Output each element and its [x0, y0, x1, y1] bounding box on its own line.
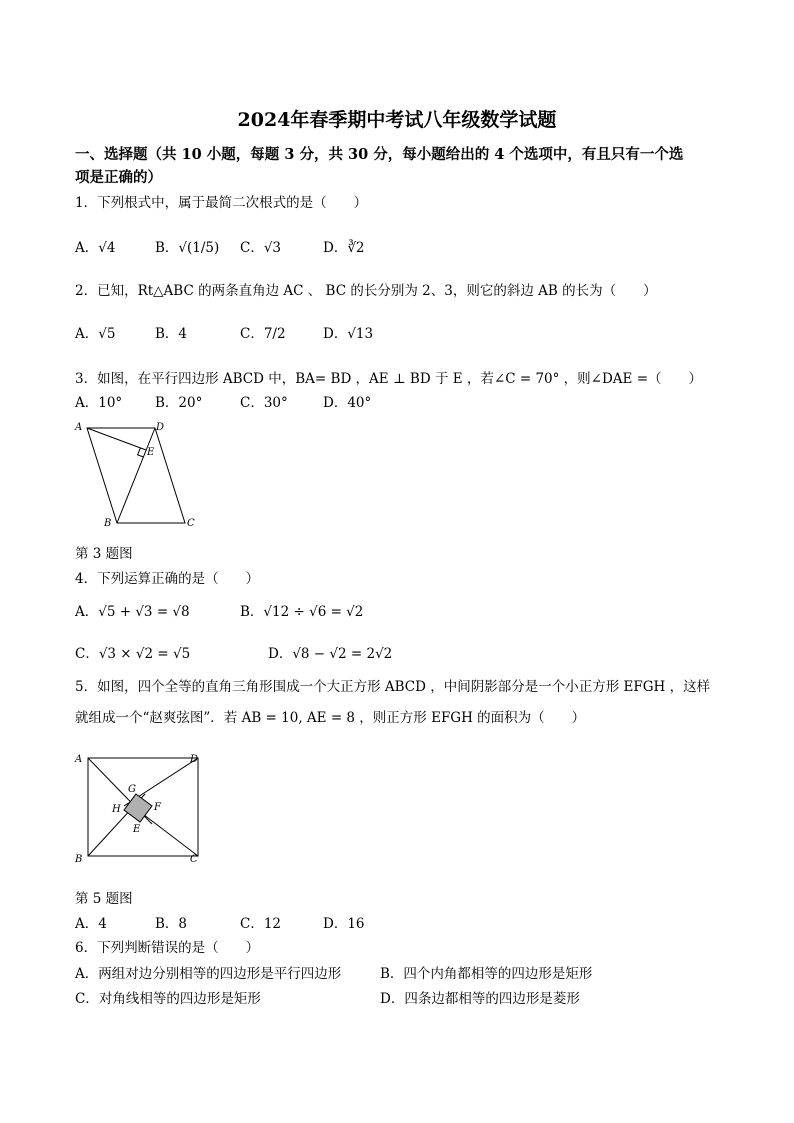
q2-option-c: C．7/2: [240, 326, 286, 342]
q3-option-c: C．30°: [240, 395, 288, 411]
q5-option-d: D．16: [323, 916, 365, 932]
q3-option-d: D．40°: [323, 395, 372, 411]
label-e: E: [147, 447, 155, 458]
label-c: C: [190, 854, 198, 865]
q6-option-d: D．四条边都相等的四边形是菱形: [380, 991, 580, 1007]
label-b: B: [75, 854, 83, 865]
label-h: H: [112, 804, 121, 815]
right-angle-mark: [138, 448, 144, 457]
q2-stem: 2．已知，Rt△ABC 的两条直角边 AC 、 BC 的长分别为 2、3，则它的斜边 AB 的长为（ ）: [75, 283, 657, 299]
diagonal-bd: [117, 428, 155, 523]
q6-option-b: B．四个内角都相等的四边形是矩形: [380, 966, 593, 982]
q6-option-c: C．对角线相等的四边形是矩形: [75, 991, 261, 1007]
section-heading-line1: 一、选择题（共 10 小题，每题 3 分，共 30 分，每小题给出的 4 个选项中，有且只有一个选: [75, 146, 684, 163]
q1-option-a: A．√4: [75, 240, 116, 256]
q3-stem: 3．如图，在平行四边形 ABCD 中，BA= BD ，AE ⊥ BD 于 E ，若∠C = 70° ，则∠DAE =（ ）: [75, 371, 703, 387]
label-c: C: [187, 518, 195, 529]
label-a: A: [75, 422, 83, 433]
label-e: E: [133, 824, 141, 835]
q5-stem-line2: 就组成一个“赵爽弦图”．若 AB = 10, AE = 8 ，则正方形 EFGH 的面积为（ ）: [75, 710, 586, 726]
q5-option-b: B．8: [155, 916, 188, 932]
label-d: D: [156, 422, 165, 433]
label-d: D: [190, 754, 199, 765]
q2-option-b: B．4: [155, 326, 188, 342]
q6-stem: 6．下列判断错误的是（ ）: [75, 940, 260, 956]
q4-option-b: B．√12 ÷ √6 = √2: [240, 604, 364, 620]
q5-option-c: C．12: [240, 916, 282, 932]
q1-stem: 1．下列根式中，属于最简二次根式的是（ ）: [75, 195, 368, 211]
q4-option-a: A．√5 + √3 = √8: [75, 604, 190, 620]
label-a: A: [75, 754, 83, 765]
q5-zhao-shuang-figure: [70, 750, 210, 868]
q5-caption: 第 5 题图: [75, 891, 133, 907]
q1-option-c: C．√3: [240, 240, 282, 256]
page-title: 2024年春季期中考试八年级数学试题: [237, 109, 557, 131]
q4-option-c: C．√3 × √2 = √5: [75, 646, 191, 662]
label-f: F: [154, 802, 161, 813]
q5-stem-line1: 5．如图，四个全等的直角三角形围成一个大正方形 ABCD ，中间阴影部分是一个小正方形 EFGH ，这样: [75, 679, 711, 695]
q1-option-d: D．∛2: [323, 240, 365, 256]
q2-option-a: A．√5: [75, 326, 116, 342]
section-heading-line2: 项是正确的）: [75, 169, 162, 186]
label-b: B: [104, 518, 112, 529]
segment-ae: [87, 428, 146, 450]
q4-stem: 4．下列运算正确的是（ ）: [75, 571, 260, 587]
q6-option-a: A．两组对边分别相等的四边形是平行四边形: [75, 966, 342, 982]
q4-option-d: D．√8 − √2 = 2√2: [268, 646, 393, 662]
q3-option-b: B．20°: [155, 395, 203, 411]
q5-option-a: A．4: [75, 916, 107, 932]
q3-parallelogram-figure: [70, 418, 200, 533]
q3-option-a: A．10°: [75, 395, 123, 411]
q2-option-d: D．√13: [323, 326, 374, 342]
label-g: G: [128, 784, 136, 795]
q3-caption: 第 3 题图: [75, 546, 133, 562]
q1-option-b: B．√(1/5): [155, 240, 220, 256]
